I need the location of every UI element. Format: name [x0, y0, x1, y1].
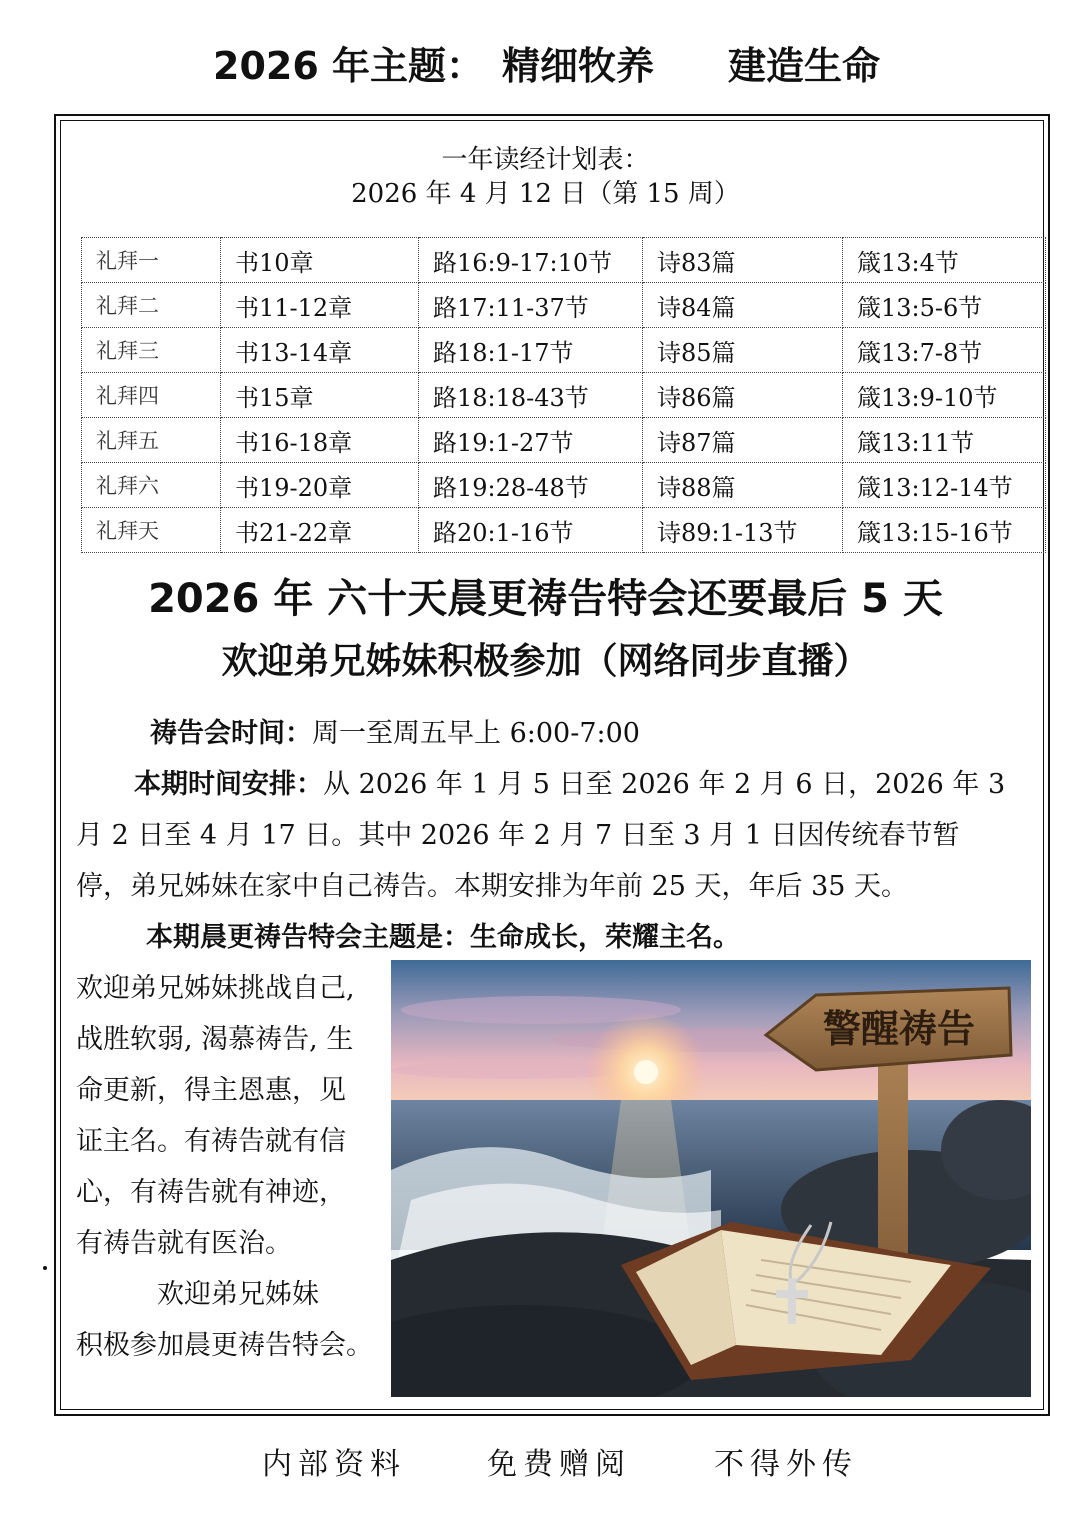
footer-internal: 内部资料 [262, 1447, 406, 1482]
invitation-line: 战胜软弱, 渴慕祷告, 生 [76, 1024, 354, 1055]
footer-no-distribute: 不得外传 [714, 1447, 858, 1482]
plan-day: 礼拜二 [82, 283, 221, 328]
prayer-meeting-subheadline: 欢迎弟兄姊妹积极参加（网络同步直播） [221, 641, 870, 682]
plan-day: 礼拜天 [82, 508, 221, 553]
invitation-line: 欢迎弟兄姊妹挑战自己, [76, 973, 355, 1004]
schedule-label: 本期时间安排： [134, 769, 323, 800]
plan-reading: 诗89:1-13节 [643, 508, 843, 553]
session-theme-text: 本期晨更祷告特会主题是：生命成长，荣耀主名。 [146, 922, 740, 953]
plan-reading: 书10章 [221, 238, 419, 283]
plan-day: 礼拜三 [82, 328, 221, 373]
plan-reading: 路19:28-48节 [419, 463, 643, 508]
sign-text: 警醒祷告 [822, 1007, 976, 1051]
reading-plan-table [81, 237, 1046, 553]
plan-reading: 书13-14章 [221, 328, 419, 373]
plan-date: 2026 年 4 月 12 日（第 15 周） [351, 179, 740, 209]
schedule-line-2: 月 2 日至 4 月 17 日。其中 2026 年 2 月 7 日至 3 月 1 日因传统春节暂 [76, 820, 960, 851]
plan-reading: 箴13:15-16节 [843, 508, 1046, 553]
invitation-line: 心，有祷告就有神迹， [76, 1177, 346, 1208]
plan-reading: 箴13:11节 [843, 418, 1046, 463]
plan-day: 礼拜四 [82, 373, 221, 418]
plan-title: 一年读经计划表： [441, 145, 650, 175]
session-theme [146, 912, 740, 963]
plan-row [82, 328, 1046, 373]
footer-free: 免费赠阅 [487, 1447, 631, 1482]
plan-day: 礼拜五 [82, 418, 221, 463]
plan-reading: 书19-20章 [221, 463, 419, 508]
plan-day: 礼拜一 [82, 238, 221, 283]
plan-reading: 诗84篇 [643, 283, 843, 328]
theme-label: 2026 年主题： [213, 44, 484, 88]
plan-reading: 书16-18章 [221, 418, 419, 463]
plan-day: 礼拜六 [82, 463, 221, 508]
plan-reading: 箴13:7-8节 [843, 328, 1046, 373]
plan-reading: 箴13:4节 [843, 238, 1046, 283]
plan-reading: 路16:9-17:10节 [419, 238, 643, 283]
plan-reading: 诗83篇 [643, 238, 843, 283]
schedule-line-1 [134, 759, 1005, 810]
plan-reading: 路18:18-43节 [419, 373, 643, 418]
plan-reading: 箴13:9-10节 [843, 373, 1046, 418]
meeting-time-value: 周一至周五早上 6:00-7:00 [312, 718, 640, 749]
plan-reading: 路19:1-27节 [419, 418, 643, 463]
yearly-theme [0, 40, 1091, 92]
invitation-line: 命更新，得主恩惠，见 [76, 1075, 346, 1106]
stray-dot [43, 1266, 47, 1270]
invitation-line: 证主名。有祷告就有信 [76, 1126, 346, 1157]
plan-row [82, 373, 1046, 418]
plan-row [82, 238, 1046, 283]
plan-reading: 路20:1-16节 [419, 508, 643, 553]
plan-reading: 箴13:5-6节 [843, 283, 1046, 328]
plan-reading: 路17:11-37节 [419, 283, 643, 328]
plan-reading: 路18:1-17节 [419, 328, 643, 373]
plan-reading: 诗88篇 [643, 463, 843, 508]
meeting-time [150, 708, 640, 759]
schedule-text-1: 从 2026 年 1 月 5 日至 2026 年 2 月 6 日，2026 年 3 [323, 769, 1006, 800]
theme-part-1: 精细牧养 [502, 44, 655, 88]
invitation-line: 欢迎弟兄姊妹 [76, 1279, 319, 1310]
plan-row [82, 418, 1046, 463]
plan-reading: 书11-12章 [221, 283, 419, 328]
plan-reading: 书15章 [221, 373, 419, 418]
plan-reading: 书21-22章 [221, 508, 419, 553]
schedule-line-3: 停，弟兄姊妹在家中自己祷告。本期安排为年前 25 天，年后 35 天。 [76, 871, 909, 902]
invitation-text [76, 963, 391, 1371]
plan-row [82, 463, 1046, 508]
plan-reading: 诗87篇 [643, 418, 843, 463]
meeting-time-label: 祷告会时间： [150, 718, 312, 749]
theme-part-2: 建造生命 [728, 44, 881, 88]
prayer-meeting-headline: 2026 年 六十天晨更祷告特会还要最后 5 天 [148, 576, 943, 622]
plan-reading: 诗85篇 [643, 328, 843, 373]
footer [0, 1440, 1091, 1490]
invitation-line: 积极参加晨更祷告特会。 [76, 1330, 373, 1361]
plan-reading: 诗86篇 [643, 373, 843, 418]
plan-row [82, 283, 1046, 328]
plan-row [82, 508, 1046, 553]
plan-reading: 箴13:12-14节 [843, 463, 1046, 508]
invitation-line: 有祷告就有医治。 [76, 1228, 292, 1259]
prayer-sign-photo [391, 960, 1031, 1397]
